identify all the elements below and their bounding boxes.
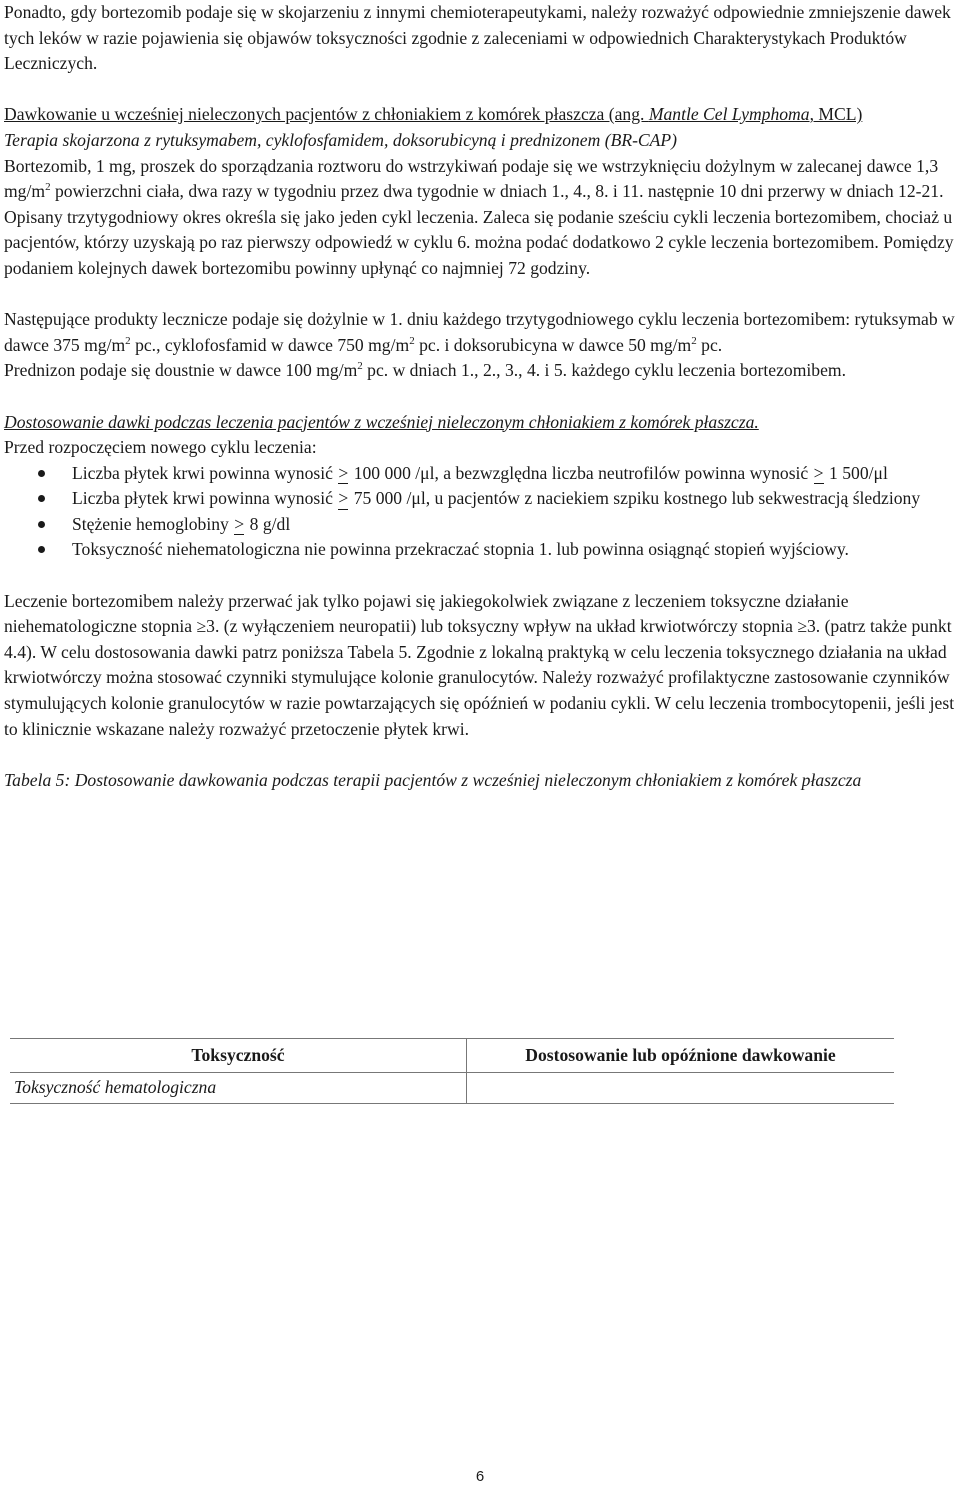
- text: pc. w dniach 1., 2., 3., 4. i 5. każdego cyklu leczenia bortezomibem.: [362, 360, 846, 381]
- text: Następujące produkty lecznicze podaje się dożylnie w 1. dniu każdego trzytygodniowego cyklu leczenia bortezomibem: rytuksymab w dawce 375 mg/m: [4, 309, 955, 355]
- paragraph-before-cycle: Przed rozpoczęciem nowego cyklu leczenia:: [4, 437, 317, 458]
- heading-part-end: , MCL): [809, 104, 863, 125]
- dosing-text-cont: powierzchni ciała, dwa razy w tygodniu przez dwa tygodnie w dniach 1., 4., 8. i 11. następnie 10 dni przerwy w dniach 12-21. Opisany trzytygodniowy okres określa się jako jeden cykl leczenia. Zaleca się podanie sześciu cykli leczenia bortezomibem, chociaż u pacjentów, którzy uzyskają po raz pierwszy odpowiedź w cyklu 6. można podać dodatkowo 2 cykle leczenia bortezomibem. Pomiędzy podaniem kolejnych dawek bortezomibu powinny upłynąć co najmniej 72 godziny.: [4, 181, 954, 278]
- greater-equal-icon: [337, 486, 349, 512]
- text: 75 000 /μl, u pacjentów z naciekiem szpiku kostnego lub sekwestracją śledziony: [349, 488, 921, 509]
- greater-equal-icon: [233, 512, 245, 538]
- table-cell-empty: [467, 1073, 895, 1104]
- paragraph-intro: Ponadto, gdy bortezomib podaje się w skojarzeniu z innymi chemioterapeutykami, należy rozważyć odpowiednie zmniejszenie dawek tych leków w razie pojawienia się objawów toksyczności zgodnie z zaleceniami w odpowiednich Charakterystykach Produktów Leczniczych.: [4, 2, 951, 74]
- table-row: [10, 1073, 894, 1104]
- text: Liczba płytek krwi powinna wynosić: [72, 488, 338, 509]
- dosing-text: Bortezomib, 1 mg, proszek do sporządzania roztworu do wstrzykiwań podaje się we wstrzyknięciu dożylnym w zalecanej dawce 1,3 mg/m: [4, 155, 939, 202]
- page-number: 6: [475, 1468, 485, 1485]
- text: pc., cyklofosfamid w dawce 750 mg/m: [130, 334, 410, 355]
- text: pc.: [696, 334, 723, 355]
- greater-equal-icon: [813, 461, 825, 487]
- dose-adjustment-table: [10, 1038, 894, 1104]
- section-heading-mcl: [4, 102, 956, 128]
- document-body: [4, 0, 956, 793]
- text: 100 000 /μl, a bezwzględna liczba neutrofilów powinna wynosić: [349, 462, 813, 483]
- superscript: 2: [691, 334, 697, 347]
- list-item: [4, 461, 956, 487]
- table-cell-hematologic: Toksyczność hematologiczna: [10, 1073, 467, 1104]
- section-heading-dose-adjustment: Dostosowanie dawki podczas leczenia pacjentów z wcześniej nieleczonym chłoniakiem z komórek płaszcza.: [4, 411, 759, 432]
- paragraph-iv-products: [4, 307, 956, 358]
- heading-italic-term: Mantle Cel Lymphoma: [648, 104, 810, 125]
- text: Toksyczność niehematologiczna nie powinna przekraczać stopnia 1. lub powinna osiągnąć stopień wyjściowy.: [72, 539, 849, 560]
- table-caption: Tabela 5: Dostosowanie dawkowania podczas terapii pacjentów z wcześniej nieleczonym chłoniakiem z komórek płaszcza: [4, 769, 862, 790]
- superscript: 2: [45, 181, 51, 194]
- text: Prednizon podaje się doustnie w dawce 100 mg/m: [4, 360, 358, 381]
- text: 1 500/μl: [824, 462, 888, 483]
- table-header-row: [10, 1039, 894, 1073]
- heading-part: Dawkowanie u wcześniej nieleczonych pacjentów z chłoniakiem z komórek płaszcza (ang.: [4, 104, 649, 125]
- text: Liczba płytek krwi powinna wynosić: [72, 462, 338, 483]
- text: pc. i doksorubicyna w dawce 50 mg/m: [414, 334, 692, 355]
- text: Stężenie hemoglobiny: [72, 513, 234, 534]
- list-item: [4, 486, 956, 512]
- paragraph-prednisone: [4, 358, 956, 384]
- superscript: 2: [125, 334, 131, 347]
- bullet-icon: [38, 470, 45, 477]
- greater-equal-icon: [337, 461, 349, 487]
- criteria-list: [4, 461, 956, 563]
- bullet-icon: [38, 495, 45, 502]
- table-header-toxicity: Toksyczność: [10, 1039, 467, 1073]
- table-header-adjustment: Dostosowanie lub opóźnione dawkowanie: [467, 1039, 895, 1073]
- superscript: 2: [357, 360, 363, 373]
- paragraph-interruption: Leczenie bortezomibem należy przerwać jak tylko pojawi się jakiegokolwiek związane z leczeniem toksyczne działanie niehematologiczne stopnia ≥3. (z wyłączeniem neuropatii) lub toksyczny wpływ na układ krwiotwórczy stopnia ≥3. (patrz także punkt 4.4). W celu dostosowania dawki patrz poniższa Tabela 5. Zgodnie z lokalną praktyką w celu leczenia toksycznego działania na układ krwiotwórczy można stosować czynniki stymulujące kolonie granulocytów. Należy rozważyć profilaktyczne zastosowanie czynników stymulujących kolonie granulocytów w razie powtarzających się opóźnień w podaniu cykli. W celu leczenia trombocytopenii, jeśli jest to klinicznie wskazane należy rozważyć przetoczenie płytek krwi.: [4, 590, 955, 739]
- list-item: [4, 537, 956, 563]
- text: 8 g/dl: [245, 513, 291, 534]
- bullet-icon: [38, 521, 45, 528]
- bullet-icon: [38, 546, 45, 553]
- subheading-br-cap: Terapia skojarzona z rytuksymabem, cyklofosfamidem, doksorubicyną i prednizonem (BR-CAP): [4, 129, 678, 150]
- superscript: 2: [409, 334, 415, 347]
- paragraph-dosing: [4, 154, 956, 282]
- list-item: [4, 512, 956, 538]
